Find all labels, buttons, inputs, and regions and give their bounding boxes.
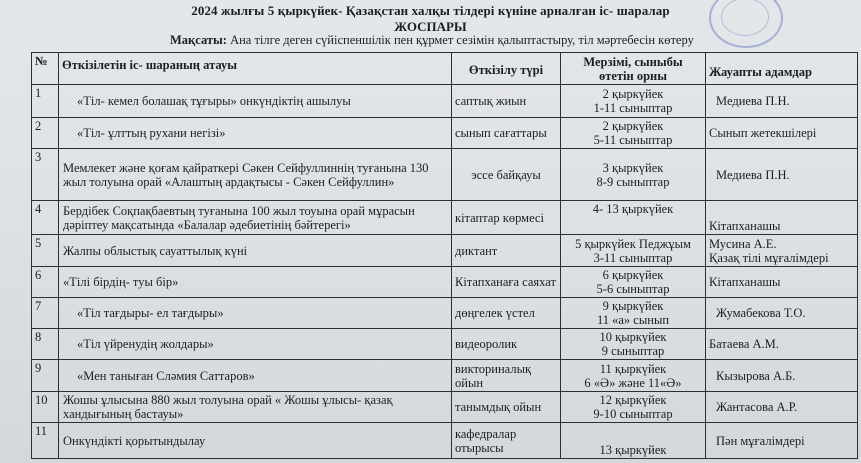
row-number-text: 5 [35, 236, 42, 250]
event-type [452, 85, 561, 118]
table-row [32, 298, 858, 329]
header-num: № [32, 53, 59, 85]
responsible [706, 149, 858, 201]
table-row [32, 118, 858, 149]
table-row [32, 201, 858, 235]
event-type-text: эссе байқауы [471, 167, 541, 182]
event-name [59, 267, 452, 298]
table-row [32, 149, 858, 201]
row-number-text: 6 [35, 268, 42, 282]
table-row [32, 360, 858, 392]
event-time [561, 298, 706, 329]
event-type-text: дөңгелек үстел [455, 306, 535, 320]
event-type-text: танымдық ойын [455, 400, 542, 414]
event-name [59, 329, 452, 360]
event-type [452, 118, 561, 149]
event-type-text: викториналық ойын [455, 361, 532, 390]
responsible-text: Медиева П.Н. [716, 167, 790, 182]
event-date-text: 12 қыркүйек [599, 393, 667, 407]
header-name: Өткізілетін іс- шараның атауы [59, 53, 452, 85]
event-name [59, 360, 452, 392]
row-number [32, 85, 59, 118]
table-row [32, 392, 858, 423]
event-date-text: 10 қыркүйек [599, 330, 667, 344]
document-subtitle: ЖОСПАРЫ [394, 19, 467, 34]
event-name [59, 85, 452, 118]
row-number-text: 7 [35, 299, 42, 313]
event-type-text: саптық жиын [455, 94, 527, 108]
event-name-text: «Тіл тағдыры- ел тағдыры» [77, 306, 224, 320]
event-type-text: кафедралар отырысы [455, 426, 517, 455]
event-name-text: Жошы ұлысына 880 жыл толуына орай « Жошы ұлысы- қазақ хандығының бастауы» [63, 393, 393, 421]
table-row [32, 235, 858, 267]
row-number-text: 11 [35, 424, 48, 438]
event-type-text: кітаптар көрмесі [455, 210, 544, 225]
responsible-text: Жантасова А.Р. [716, 400, 798, 414]
event-time [561, 118, 706, 149]
event-name [59, 149, 452, 201]
event-class-text: 1-11 сыныптар [593, 101, 673, 115]
plan-table [31, 52, 858, 459]
row-number [32, 298, 59, 329]
event-name [59, 392, 452, 423]
event-date-text: 2 қыркүйек [602, 119, 664, 133]
responsible [706, 118, 858, 149]
row-number [32, 392, 59, 423]
event-class-text: 5-6 сыныптар [596, 282, 670, 296]
event-date-text: 5 қыркүйек Педжұым [575, 236, 691, 251]
row-number [32, 423, 59, 459]
event-name-text: «Тіл үйренудің жолдары» [77, 337, 214, 351]
row-number-text: 10 [35, 393, 48, 407]
event-type [452, 392, 561, 423]
table-row [32, 267, 858, 298]
event-time [561, 329, 706, 360]
event-name-text: «Тіл- ұлттың рухани негізі» [77, 126, 226, 140]
responsible [706, 423, 858, 459]
event-time [561, 85, 706, 118]
row-number [32, 201, 59, 235]
event-type [452, 360, 561, 392]
event-time [561, 392, 706, 423]
event-type-text: диктант [455, 243, 498, 258]
responsible-text: Жумабекова Т.О. [716, 306, 806, 320]
event-time [561, 201, 706, 235]
goal-line [170, 33, 861, 48]
header-type: Өткізілу түрі [452, 53, 561, 85]
event-type [452, 201, 561, 235]
responsible [706, 85, 858, 118]
event-time [561, 360, 706, 392]
responsible-text: Пән мұғалімдері [716, 433, 805, 448]
event-name-text: Жалпы облыстық сауаттылық күні [63, 243, 248, 258]
event-name-text: Мемлекет және қоғам қайраткері Сәкен Сейфуллиннің туғанына 130 жыл толуына орай «Алаштың ардақтысы - Сәкен Сейфуллин» [63, 160, 429, 189]
event-date-text: 6 қыркүйек [602, 268, 664, 282]
event-name [59, 298, 452, 329]
row-number-text: 1 [35, 86, 42, 100]
event-class-text: 3-11 сыныптар [593, 250, 673, 265]
table-header-row [32, 53, 858, 85]
event-type [452, 235, 561, 267]
event-date-text: 11 қыркүйек [599, 361, 667, 376]
responsible-text: Кітапханашы [709, 275, 781, 289]
event-type-text: видеоролик [455, 337, 518, 351]
event-class-text: 11 «а» сынып [596, 313, 670, 327]
table-row [32, 329, 858, 360]
event-name-text: «Тіл- кемел болашақ тұғыры» онкүндіктің ашылуы [77, 94, 351, 108]
event-name-text: «Тілі бірдің- туы бір» [63, 275, 179, 289]
event-time [561, 235, 706, 267]
event-name [59, 118, 452, 149]
event-date-text: 3 қыркүйек [602, 160, 664, 175]
event-name-text: Онкүндікті қорытындылау [63, 433, 206, 448]
row-number-text: 3 [35, 150, 42, 164]
responsible-text: Медиева П.Н. [716, 94, 790, 108]
row-number [32, 329, 59, 360]
table-row [32, 423, 858, 459]
event-class-text: 13 қыркүйек [599, 443, 667, 457]
responsible-text: Батаева А.М. [709, 337, 779, 351]
event-name [59, 201, 452, 235]
responsible-text: Кызырова А.Б. [716, 368, 796, 383]
event-class-text: 5-11 сыныптар [593, 133, 673, 147]
document-title: 2024 жылғы 5 қыркүйек- Қазақстан халқы тілдері күніне арналған іс- шаралар [191, 3, 670, 18]
responsible-text-2: Қазақ тілі мұғалімдері [709, 250, 829, 265]
event-type-text: сынып сағаттары [455, 126, 547, 140]
event-date-text: 9 қыркүйек [602, 299, 664, 313]
event-time [561, 423, 706, 459]
responsible-text: Кітапханашы [709, 219, 781, 233]
row-number [32, 149, 59, 201]
event-time [561, 267, 706, 298]
responsible [706, 392, 858, 423]
header-time: Мерзімі, сыныбы өтетін орны [561, 53, 706, 85]
event-class-text: 8-9 сыныптар [596, 174, 670, 189]
responsible [706, 298, 858, 329]
event-time [561, 149, 706, 201]
row-number [32, 118, 59, 149]
event-date-text: 2 қыркүйек [602, 87, 664, 101]
event-class-text: 9 сыныптар [601, 344, 665, 358]
row-number-text: 9 [35, 361, 42, 375]
responsible [706, 201, 858, 235]
row-number-text: 2 [35, 119, 42, 133]
goal-text: Ана тілге деген сүйіспеншілік пен құрмет сезімін қалыптастыру, тіл мәртебесін көтеру [230, 33, 694, 47]
event-type [452, 329, 561, 360]
event-name-text: «Мен таныған Сләмия Саттаров» [77, 368, 255, 383]
table-row [32, 85, 858, 118]
event-class-text: 9-10 сыныптар [593, 407, 673, 421]
event-type-text: Кітапханаға саяхат [455, 275, 556, 289]
responsible [706, 267, 858, 298]
event-date-text: 4- 13 қыркүйек [592, 202, 674, 216]
event-name [59, 235, 452, 267]
event-name-text: Бердібек Соқпақбаевтың туғанына 100 жыл тоуына орай мұрасын дәріптеу мақсатында «Балалар әдебиетінің бәйтерегі» [63, 203, 415, 232]
header-responsible: Жауапты адамдар [706, 53, 858, 85]
row-number-text: 8 [35, 330, 42, 344]
event-type [452, 298, 561, 329]
row-number [32, 360, 59, 392]
responsible [706, 360, 858, 392]
event-name [59, 423, 452, 459]
goal-label: Мақсаты: [170, 33, 227, 47]
responsible-text: Мусина А.Е. [709, 236, 777, 251]
event-type [452, 267, 561, 298]
responsible-text: Сынып жетекшілері [709, 126, 817, 140]
event-class-text: 6 «Ә» және 11«Ә» [584, 375, 682, 390]
row-number [32, 267, 59, 298]
event-type [452, 149, 561, 201]
responsible [706, 235, 858, 267]
row-number [32, 235, 59, 267]
event-type [452, 423, 561, 459]
row-number-text: 4 [35, 202, 42, 216]
responsible [706, 329, 858, 360]
